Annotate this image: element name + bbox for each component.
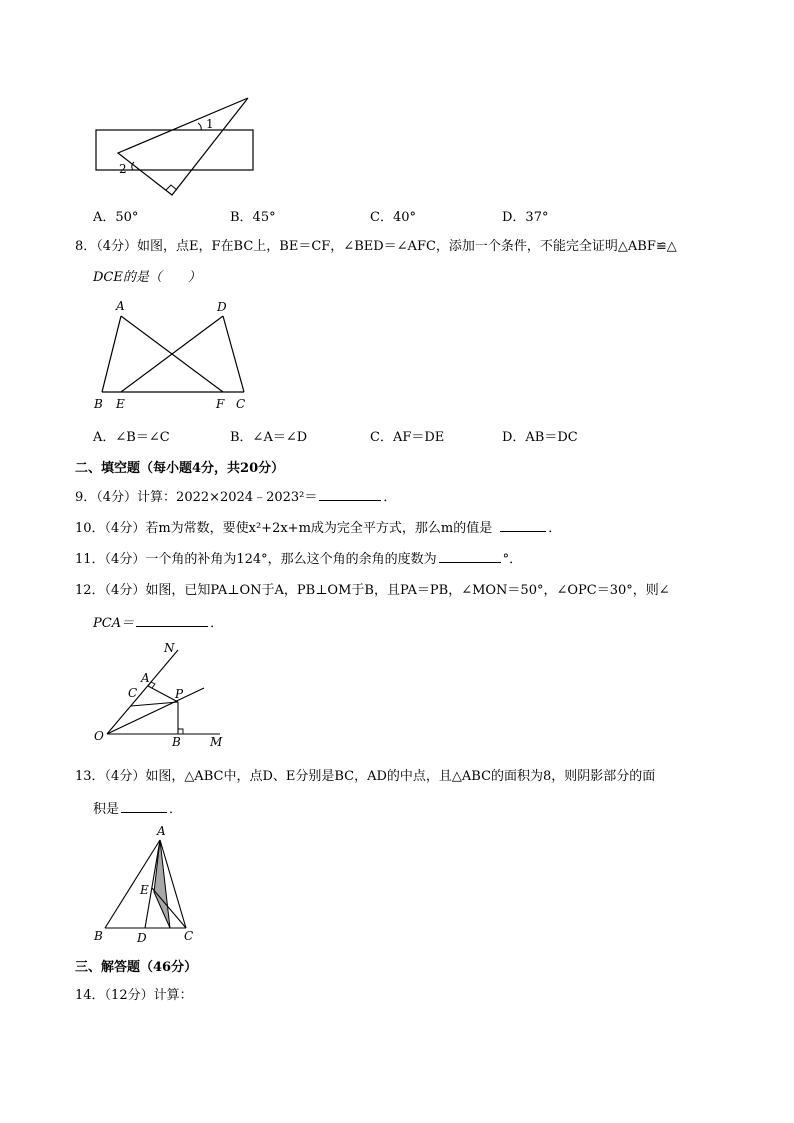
section-2-heading: 二、填空题（每小题4分，共20分）	[75, 461, 285, 476]
q8-option-a: A．∠B＝∠C	[93, 430, 170, 445]
q8-figure	[88, 296, 258, 416]
q8-option-d: D．AB＝DC	[502, 430, 578, 445]
q8-option-b: B．∠A＝∠D	[230, 430, 308, 445]
q8-label-d: D	[217, 300, 227, 314]
q8-label-b: B	[94, 397, 103, 411]
q13-label-b: B	[94, 929, 103, 943]
q12-label-m: M	[210, 735, 223, 749]
q8-label-c: C	[236, 397, 246, 411]
q7-figure	[90, 95, 260, 200]
q10-text	[75, 519, 561, 537]
q7-angle1-label: 1	[206, 117, 214, 131]
q13-text-line2	[93, 800, 182, 818]
q9-tail: ．	[383, 490, 397, 505]
q13-label-a: A	[157, 824, 166, 838]
q8-label-f: F	[216, 397, 225, 411]
q8-option-c: C．AF＝DE	[370, 430, 445, 445]
q13-tail: ．	[169, 802, 183, 817]
q13-line2-text: 积是	[93, 802, 120, 817]
q7-option-c: C．40°	[370, 210, 416, 225]
q12-answer-blank[interactable]	[136, 614, 208, 627]
q13-text-line1: 13．（4分）如图，△ABC中，点D、E分别是BC，AD的中点，且△ABC的面积为8，则阴影部分的面	[75, 769, 656, 784]
q12-text-line1: 12．（4分）如图，已知PA⊥ON于A，PB⊥OM于B，且PA＝PB，∠MON＝50°，∠OPC＝30°，则∠	[75, 583, 670, 598]
q10-tail: ．	[548, 521, 562, 536]
q8-text-line2: DCE的是（ ）	[93, 270, 201, 285]
q13-figure	[88, 822, 208, 947]
q12-label-o: O	[94, 729, 104, 743]
section-3-heading: 三、解答题（46分）	[75, 960, 198, 975]
q12-label-a: A	[141, 671, 150, 685]
q7-angle2-label: 2	[119, 162, 127, 176]
q10-question: 10．（4分）若m为常数，要使x²+2x+m成为完全平方式，那么m的值是	[75, 521, 493, 536]
q13-answer-blank[interactable]	[121, 800, 167, 813]
q7-option-a: A．50°	[93, 210, 139, 225]
q13-label-c: C	[184, 929, 194, 943]
q11-question: 11．（4分）一个角的补角为124°，那么这个角的余角的度数为	[75, 552, 437, 567]
q12-text-line2	[93, 614, 223, 632]
q12-tail: ．	[210, 616, 224, 631]
q11-answer-blank[interactable]	[439, 550, 501, 563]
q8-label-a: A	[116, 299, 125, 313]
q11-text	[75, 550, 522, 568]
q12-figure	[90, 638, 240, 753]
q13-label-e: E	[140, 883, 149, 897]
q12-label-p: P	[175, 687, 184, 701]
q9-answer-blank[interactable]	[319, 488, 381, 501]
q7-option-d: D．37°	[502, 210, 549, 225]
q13-label-d: D	[137, 931, 147, 945]
q12-label-b: B	[172, 735, 181, 749]
q9-text	[75, 488, 396, 506]
q8-text-line1: 8．（4分）如图，点E，F在BC上，BE＝CF，∠BED＝∠AFC，添加一个条件，不能完全证明△ABF≌△	[75, 239, 677, 254]
q10-answer-blank[interactable]	[500, 519, 546, 532]
q12-label-c: C	[128, 686, 138, 700]
q14-text: 14．（12分）计算：	[75, 988, 193, 1003]
q9-question: 9．（4分）计算：2022×2024﹣2023²＝	[75, 490, 318, 505]
q12-line2-text: PCA＝	[93, 616, 135, 631]
q8-label-e: E	[116, 397, 125, 411]
q12-label-n: N	[164, 641, 175, 655]
q7-option-b: B．45°	[230, 210, 276, 225]
q11-tail: °．	[502, 552, 523, 567]
